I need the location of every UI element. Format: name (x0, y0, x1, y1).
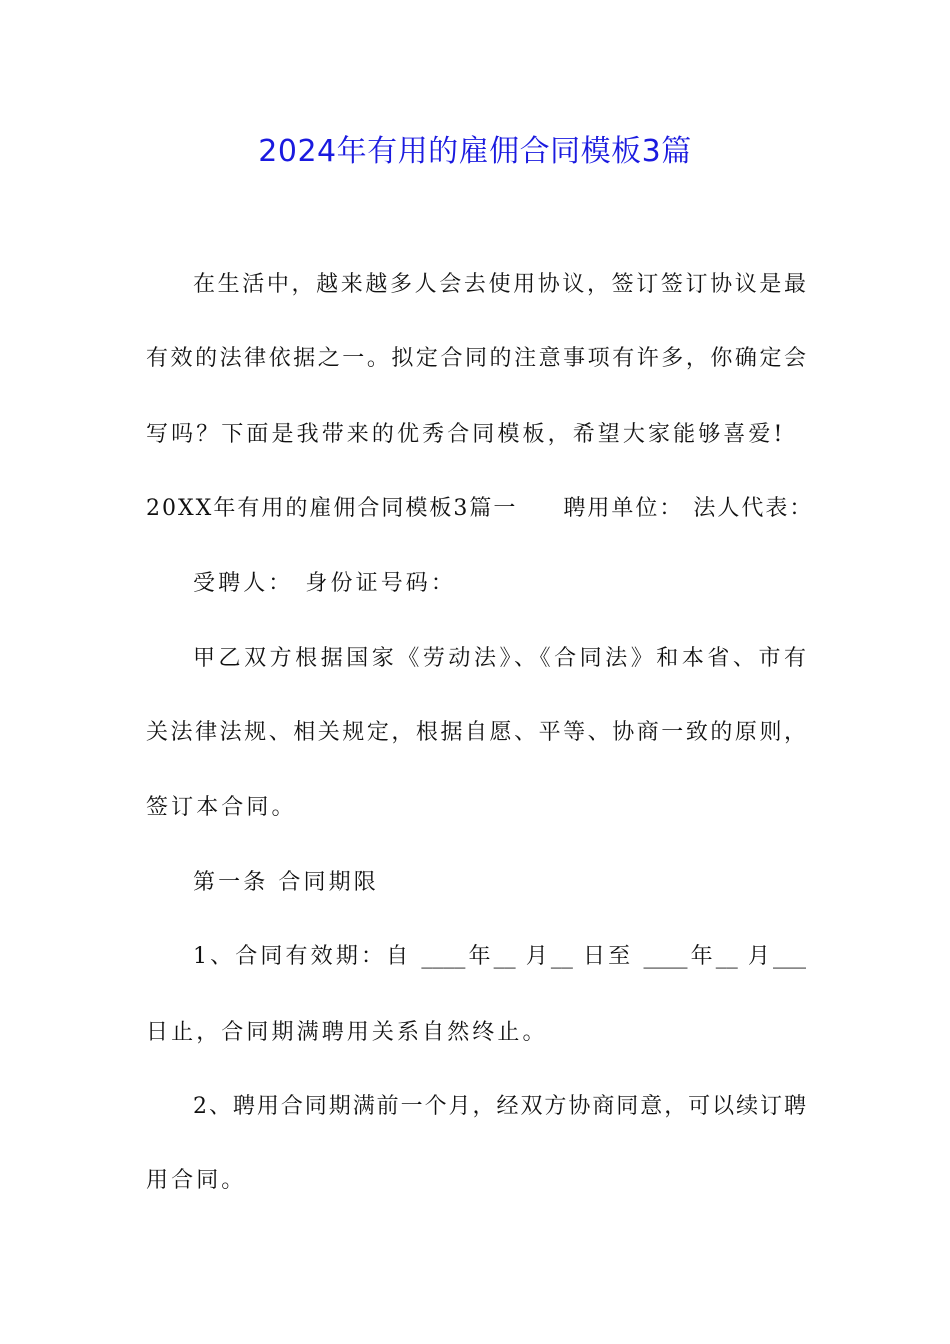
preamble-line-3: 签订本合同。 (146, 795, 297, 820)
section-heading: 20XX年有用的雇佣合同模板3篇一 (146, 496, 518, 521)
clause-2-line-1: 2、聘用合同期满前一个月，经双方协商同意，可以续订聘 (193, 1094, 806, 1119)
intro-line-3: 写吗？下面是我带来的优秀合同模板，希望大家能够喜爱! (146, 422, 786, 447)
clause-1-line-2: 日止，合同期满聘用关系自然终止。 (146, 1020, 548, 1045)
legal-rep-label: 法人代表： (693, 496, 814, 521)
preamble-line-1: 甲乙双方根据国家《劳动法》、《合同法》和本省、市有 (193, 646, 806, 671)
intro-line-2: 有效的法律依据之一。拟定合同的注意事项有许多，你确定会 (146, 346, 806, 371)
preamble-line-2: 关法律法规、相关规定，根据自愿、平等、协商一致的原则， (146, 720, 806, 745)
employer-label: 聘用单位： (563, 496, 684, 521)
employee-row (193, 569, 853, 599)
clause-1-line-1: 1、合同有效期：自 ____年__ 月__ 日至 ____年__ 月___ (193, 944, 806, 969)
clause-2-line-2: 用合同。 (146, 1168, 247, 1193)
intro-line-1: 在生活中，越来越多人会去使用协议，签订签订协议是最 (193, 272, 806, 297)
document-title: 2024年有用的雇佣合同模板3篇 (258, 134, 692, 169)
article-1-heading: 第一条 合同期限 (193, 870, 379, 895)
employee-label: 受聘人： (193, 571, 294, 596)
id-number-label: 身份证号码： (305, 571, 457, 596)
section-heading-row (146, 494, 814, 524)
